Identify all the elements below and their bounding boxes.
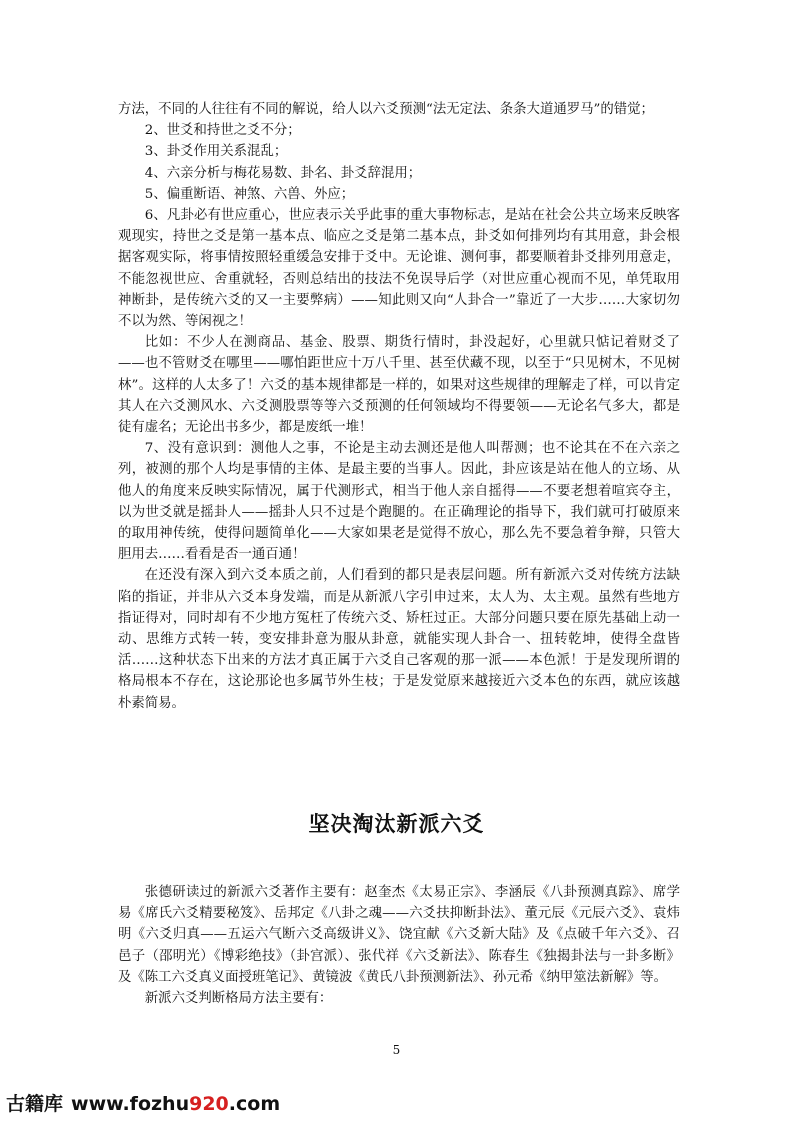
body-text — [118, 99, 680, 714]
watermark-url-prefix: www.fozhu — [71, 1093, 190, 1115]
paragraph: 5、偏重断语、神煞、六兽、外应； — [144, 186, 355, 202]
paragraph: 比如：不少人在测商品、基金、股票、期货行情时，卦没起好，心里就只惦记着财爻了——也不管财爻在哪里——哪怕距世应十万八千里、甚至伏藏不现，以至于“只见树木，不见树林”。这样的人太多了！六爻的基本规律都是一样的，如果对这些规律的理解走了样，可以肯定其人在六爻测风水、六爻测股票等等六爻预测的任何领域均不得要领——无论名气多大，都是徒有虚名；无论出书多少，都是废纸一堆！ — [118, 335, 680, 436]
section-body — [118, 882, 680, 1009]
paragraph: 在还没有深入到六爻本质之前，人们看到的都只是表层问题。所有新派六爻对传统方法缺陷的指证，并非从六爻本身发端，而是从新派八字引申过来，太人为、太主观。虽然有些地方指证得对，同时却有不少地方冤枉了传统六爻、矫枉过正。大部分问题只要在原先基础上动一动、思维方式转一转，变安排卦意为服从卦意，就能实现人卦合一、扭转乾坤，使得全盘皆活……这种状态下出来的方法才真正属于六爻自己客观的那一派——本色派！于是发现所谓的格局根本不存在，这论那论也多属节外生枝；于是发觉原来越接近六爻本色的东西，就应该越朴素简易。 — [118, 568, 680, 711]
page-number: 5 — [392, 1043, 401, 1057]
paragraph: 张德研读过的新派六爻著作主要有：赵奎杰《太易正宗》、李涵辰《八卦预测真踪》、席学易《席氏六爻精要秘笈》、岳邦定《八卦之魂——六爻扶抑断卦法》、董元辰《元辰六爻》、袁炜明《六爻归真——五运六气断六爻高级讲义》、饶宜献《六爻新大陆》及《点破千年六爻》、召邑子（邵明光）《博彩绝技》（卦宫派）、张代祥《六爻新法》、陈春生《独揭卦法与一卦多断》及《陈工六爻真义面授班笔记》、黄镜波《黄氏八卦预测新法》、孙元希《纳甲筮法新解》等。 — [118, 885, 680, 985]
paragraph: 6、凡卦必有世应重心，世应表示关乎此事的重大事物标志，是站在社会公共立场来反映客观现实，持世之爻是第一基本点、临应之爻是第二基本点，卦爻如何排列均有其用意，卦会根据客观实际，将事情按照轻重缓急安排于爻中。无论谁、测何事，都要顺着卦爻排列用意走，不能忽视世应、舍重就轻，否则总结出的技法不免误导后学（对世应重心视而不见，单凭取用神断卦，是传统六爻的又一主要弊病）——知此则又向“人卦合一”靠近了一大步……大家切勿不以为然、等闲视之！ — [118, 208, 680, 330]
paragraph: 7、没有意识到：测他人之事，不论是主动去测还是他人叫帮测；也不论其在不在六亲之列，被测的那个人均是事情的主体、是最主要的当事人。因此，卦应该是站在他人的立场、从他人的角度来反映实际情况，属于代测形式，相当于他人亲自摇得——不要老想着喧宾夺主，以为世爻就是摇卦人——摇卦人只不过是个跑腿的。在正确理论的指导下，我们就可打破原来的取用神传统，使得问题简单化——大家如果老是觉得不放心，那么先不要急着争辩，只管大胆用去……看看是否一通百通！ — [118, 441, 680, 563]
watermark-name: 古籍库 — [6, 1093, 64, 1115]
paragraph: 新派六爻判断格局方法主要有： — [144, 991, 333, 1007]
paragraph: 2、世爻和持世之爻不分； — [144, 123, 301, 139]
watermark — [6, 1089, 280, 1116]
watermark-url-suffix: .com — [228, 1093, 281, 1115]
paragraph: 3、卦爻作用关系混乱； — [144, 144, 288, 160]
watermark-url-number: 920 — [189, 1093, 229, 1115]
paragraph: 方法，不同的人往往有不同的解说，给人以六爻预测“法无定法、条条大道通罗马”的错觉； — [118, 102, 654, 117]
paragraph: 4、六亲分析与梅花易数、卦名、卦爻辞混用； — [144, 165, 422, 181]
watermark-url — [71, 1093, 280, 1115]
section-title: 坚决淘汰新派六爻 — [308, 812, 485, 836]
